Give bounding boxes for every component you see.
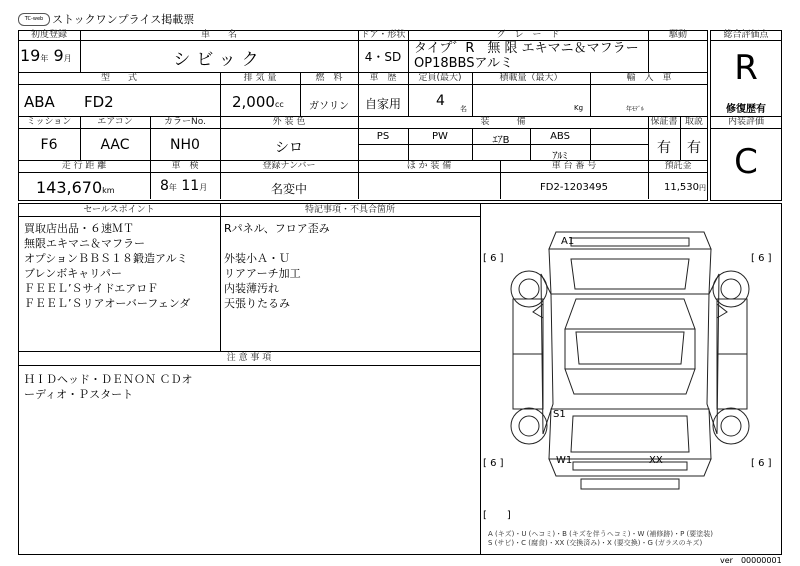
equip-abs: ABS (550, 131, 570, 142)
model-value: FD2 (84, 93, 114, 111)
overall-score-value: R (734, 48, 758, 88)
label-mission: ミッション (26, 117, 72, 127)
notes-list (24, 372, 474, 402)
tire-rear-left: [ 6 ] (483, 458, 504, 469)
equip-airbag: ｴｱB (492, 135, 510, 146)
label-displacement: 排 気 量 (243, 73, 277, 83)
label-grade: グ レ ー ド (496, 30, 560, 40)
tire-front-right: [ 6 ] (751, 253, 772, 264)
label-inspection: 車 検 (171, 161, 199, 171)
load-unit: Kg (574, 104, 584, 112)
label-color: 外 装 色 (272, 117, 306, 127)
label-first-reg: 初度登録 (30, 30, 67, 40)
logo: TC-web (18, 13, 50, 26)
first-reg-value: 19年 9月 (20, 46, 72, 65)
list-item: Rパネル、フロア歪み (224, 222, 330, 235)
list-item: オプションＢＢＳ１８鍛造アルミ (24, 252, 188, 265)
inspection-value: 8年 11月 (160, 178, 208, 194)
label-overall: 総合評価点 (723, 30, 769, 40)
label-car-name: 車 名 (200, 30, 237, 40)
tire-front-left: [ 6 ] (483, 253, 504, 264)
list-item: ＦＥＥＬ’Ｓリアオーバーフェンダ (24, 297, 191, 310)
equip-pw: PW (432, 131, 448, 142)
label-equipment: 装 備 (480, 117, 526, 127)
interior-score-value: C (734, 142, 758, 182)
label-mileage: 走 行 距 離 (61, 161, 107, 171)
displacement-value: 2,000cc (232, 93, 284, 111)
label-recycle: 預託金 (664, 161, 692, 171)
label-car-type: 車 歴 (369, 73, 397, 83)
aircon-value: AAC (100, 137, 130, 153)
door-value: 4・SD (364, 50, 402, 64)
equip-alumi: ｱﾙﾐ (552, 151, 568, 162)
color-value: シロ (275, 140, 303, 156)
list-item: ＨＩＤヘッド・ＤＥＮＯＮ ＣＤオ (24, 373, 193, 386)
list-item: ＦＥＥＬ’ＳサイドエアロＦ (24, 282, 159, 295)
label-fuel: 燃 料 (315, 73, 343, 83)
label-sales-points: セールスポイント (83, 205, 155, 215)
sales-points-list (24, 221, 220, 311)
list-item: 無限エキマニ＆マフラー (24, 237, 145, 250)
special-list (224, 221, 474, 311)
repair-history-label: 修復歴有 (726, 104, 766, 115)
list-item: ブレンボキャリパー (24, 267, 122, 280)
label-import: 輸 入 車 (626, 73, 672, 83)
capacity-unit: 名 (460, 105, 467, 113)
list-item: リアアーチ加工 (224, 267, 301, 280)
list-item (224, 236, 474, 251)
label-color-no: カラーNo. (164, 117, 206, 127)
label-drive: 駆動 (668, 30, 687, 40)
label-interior: 内装評価 (727, 117, 764, 127)
recycle-value: 11,530円 (664, 182, 706, 193)
label-door: ドア・形状 (360, 30, 406, 40)
label-load: 積載量（最大） (499, 73, 563, 83)
list-item: 買取店出品・６速ＭＴ (24, 222, 134, 235)
label-plate: 登録ナンバー (262, 161, 316, 171)
tire-rear-right: [ 6 ] (751, 458, 772, 469)
tire-spare: [ ] (483, 510, 511, 521)
label-special: 特記事項・不具合箇所 (304, 205, 395, 215)
mark-s1: S1 (553, 409, 566, 420)
equip-ps: PS (376, 131, 390, 142)
version-label: ver 00000001 (720, 556, 782, 565)
history-value: 自家用 (364, 97, 401, 111)
label-manual: 取説 (684, 117, 703, 127)
label-notes: 注 意 事 項 (226, 353, 272, 363)
mark-a1: A1 (561, 236, 575, 247)
label-capacity: 定員(最大) (418, 73, 462, 83)
grade-value: タイプ゛R 無 限 エキマニ＆マフラー OP18BBSアルミ (414, 41, 639, 71)
list-item: ーディオ・Ｐスタート (24, 388, 134, 401)
car-damage-diagram (481, 204, 779, 554)
damage-legend: A (キズ)・U (ヘコミ)・B (キズを伴うヘコミ)・W (補修跡)・P (要塗装) S (サビ)・C (腐食)・XX (交換済み)・X (要交換)・G (ガラスのキズ) (488, 530, 714, 547)
label-chassis: 車 台 番 号 (551, 161, 597, 171)
list-item: 外装小Ａ・Ｕ (224, 252, 290, 265)
capacity-value: 4 (436, 93, 445, 109)
chassis-value: FD2-1203495 (540, 182, 608, 193)
mark-w1: W1 (556, 455, 573, 466)
list-item: 天張りたるみ (224, 297, 290, 310)
label-warranty: 保証書 (650, 117, 678, 127)
mission-value: F6 (40, 137, 58, 153)
plate-value: 名変中 (270, 182, 307, 196)
car-name-value: シビック (173, 50, 265, 70)
list-item: 内装薄汚れ (224, 282, 279, 295)
label-model: 型 式 (100, 73, 137, 83)
import-unit: 年ﾓﾃﾞﾙ (626, 106, 645, 113)
model-prefix: ABA (24, 93, 55, 111)
mileage-value: 143,670km (36, 178, 115, 197)
warranty-value: 有 (657, 140, 671, 156)
fuel-value: ガソリン (309, 101, 349, 112)
label-other-equip: ほ か 装 備 (406, 161, 452, 171)
manual-value: 有 (687, 140, 701, 156)
color-no-value: NH0 (170, 137, 200, 153)
label-aircon: エアコン (97, 117, 133, 127)
mark-xx: XX (649, 455, 663, 466)
page-title: ストックワンプライス掲載票 (52, 13, 195, 26)
